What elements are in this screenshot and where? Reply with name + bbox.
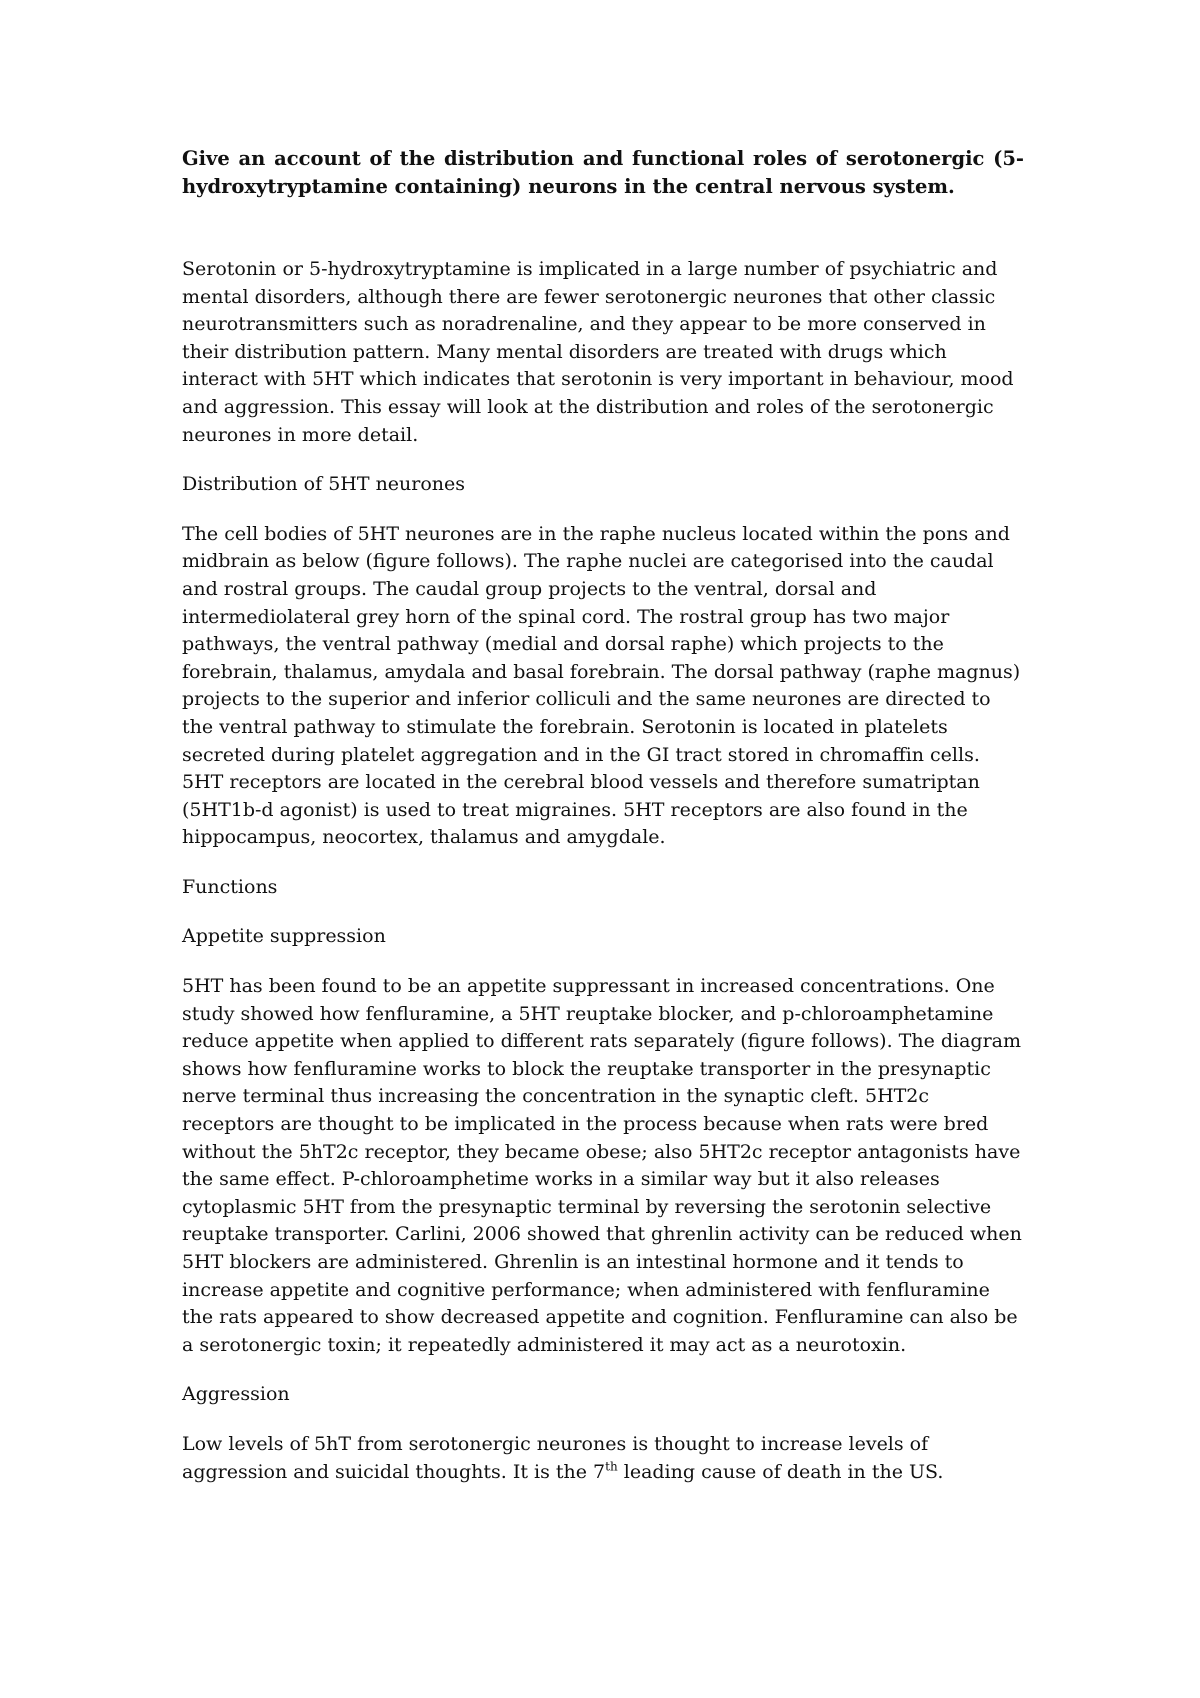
intro-paragraph: Serotonin or 5-hydroxytryptamine is implicated in a large number of psychiatric and mental disorders, although there are fewer serotonergic neurones that other classic neurotransmitters such as noradrenaline, and they appear to be more conserved in their distribution pattern. Many mental disorders are treated with drugs which interact with 5HT which indicates that serotonin is very important in behaviour, mood and aggression. This essay will look at the distribution and roles of the serotonergic neurones in more detail. — [182, 258, 1014, 446]
distribution-heading: Distribution of 5HT neurones — [182, 473, 466, 496]
essay-title: Give an account of the distribution and functional roles of serotonergic (5-hydroxytryptamine containing) neurons in the central nervous system. — [182, 147, 1024, 198]
ordinal-superscript: th — [605, 1459, 618, 1474]
appetite-paragraph: 5HT has been found to be an appetite suppressant in increased concentrations. One study showed how fenfluramine, a 5HT reuptake blocker, and p-chloroamphetamine reduce appetite when applied to different rats separately (figure follows). The diagram shows how fenfluramine works to block the reuptake transporter in the presynaptic nerve terminal thus increasing the concentration in the synaptic cleft. 5HT2c receptors are thought to be implicated in the process because when rats were bred without the 5hT2c receptor, they became obese; also 5HT2c receptor antagonists have the same effect. P-chloroamphetime works in a similar way but it also releases cytoplasmic 5HT from the presynaptic terminal by reversing the serotonin selective reuptake transporter. Carlini, 2006 showed that ghrenlin activity can be reduced when 5HT blockers are administered. Ghrenlin is an intestinal hormone and it tends to increase appetite and cognitive performance; when administered with fenfluramine the rats appeared to show decreased appetite and cognition. Fenfluramine can also be a serotonergic toxin; it repeatedly administered it may act as a neurotoxin. — [182, 975, 1022, 1356]
aggression-heading: Aggression — [182, 1383, 290, 1406]
document-body — [182, 145, 1024, 1486]
aggression-text-start: Low levels of 5hT from serotonergic neurones is thought to increase levels of aggression and suicidal thoughts. It is the 7 — [182, 1432, 929, 1483]
appetite-heading: Appetite suppression — [182, 925, 386, 948]
functions-heading: Functions — [182, 875, 278, 898]
aggression-text-end: leading cause of death in the US. — [617, 1460, 944, 1483]
aggression-paragraph — [182, 1431, 1024, 1486]
distribution-paragraph: The cell bodies of 5HT neurones are in the raphe nucleus located within the pons and midbrain as below (figure follows). The raphe nuclei are categorised into the caudal and rostral groups. The caudal group projects to the ventral, dorsal and intermediolateral grey horn of the spinal cord. The rostral group has two major pathways, the ventral pathway (medial and dorsal raphe) which projects to the forebrain, thalamus, amydala and basal forebrain. The dorsal pathway (raphe magnus) projects to the superior and inferior colliculi and the same neurones are directed to the ventral pathway to stimulate the forebrain. Serotonin is located in platelets secreted during platelet aggregation and in the GI tract stored in chromaffin cells. 5HT receptors are located in the cerebral blood vessels and therefore sumatriptan (5HT1b-d agonist) is used to treat migraines. 5HT receptors are also found in the hippocampus, neocortex, thalamus and amygdale. — [182, 522, 1021, 849]
